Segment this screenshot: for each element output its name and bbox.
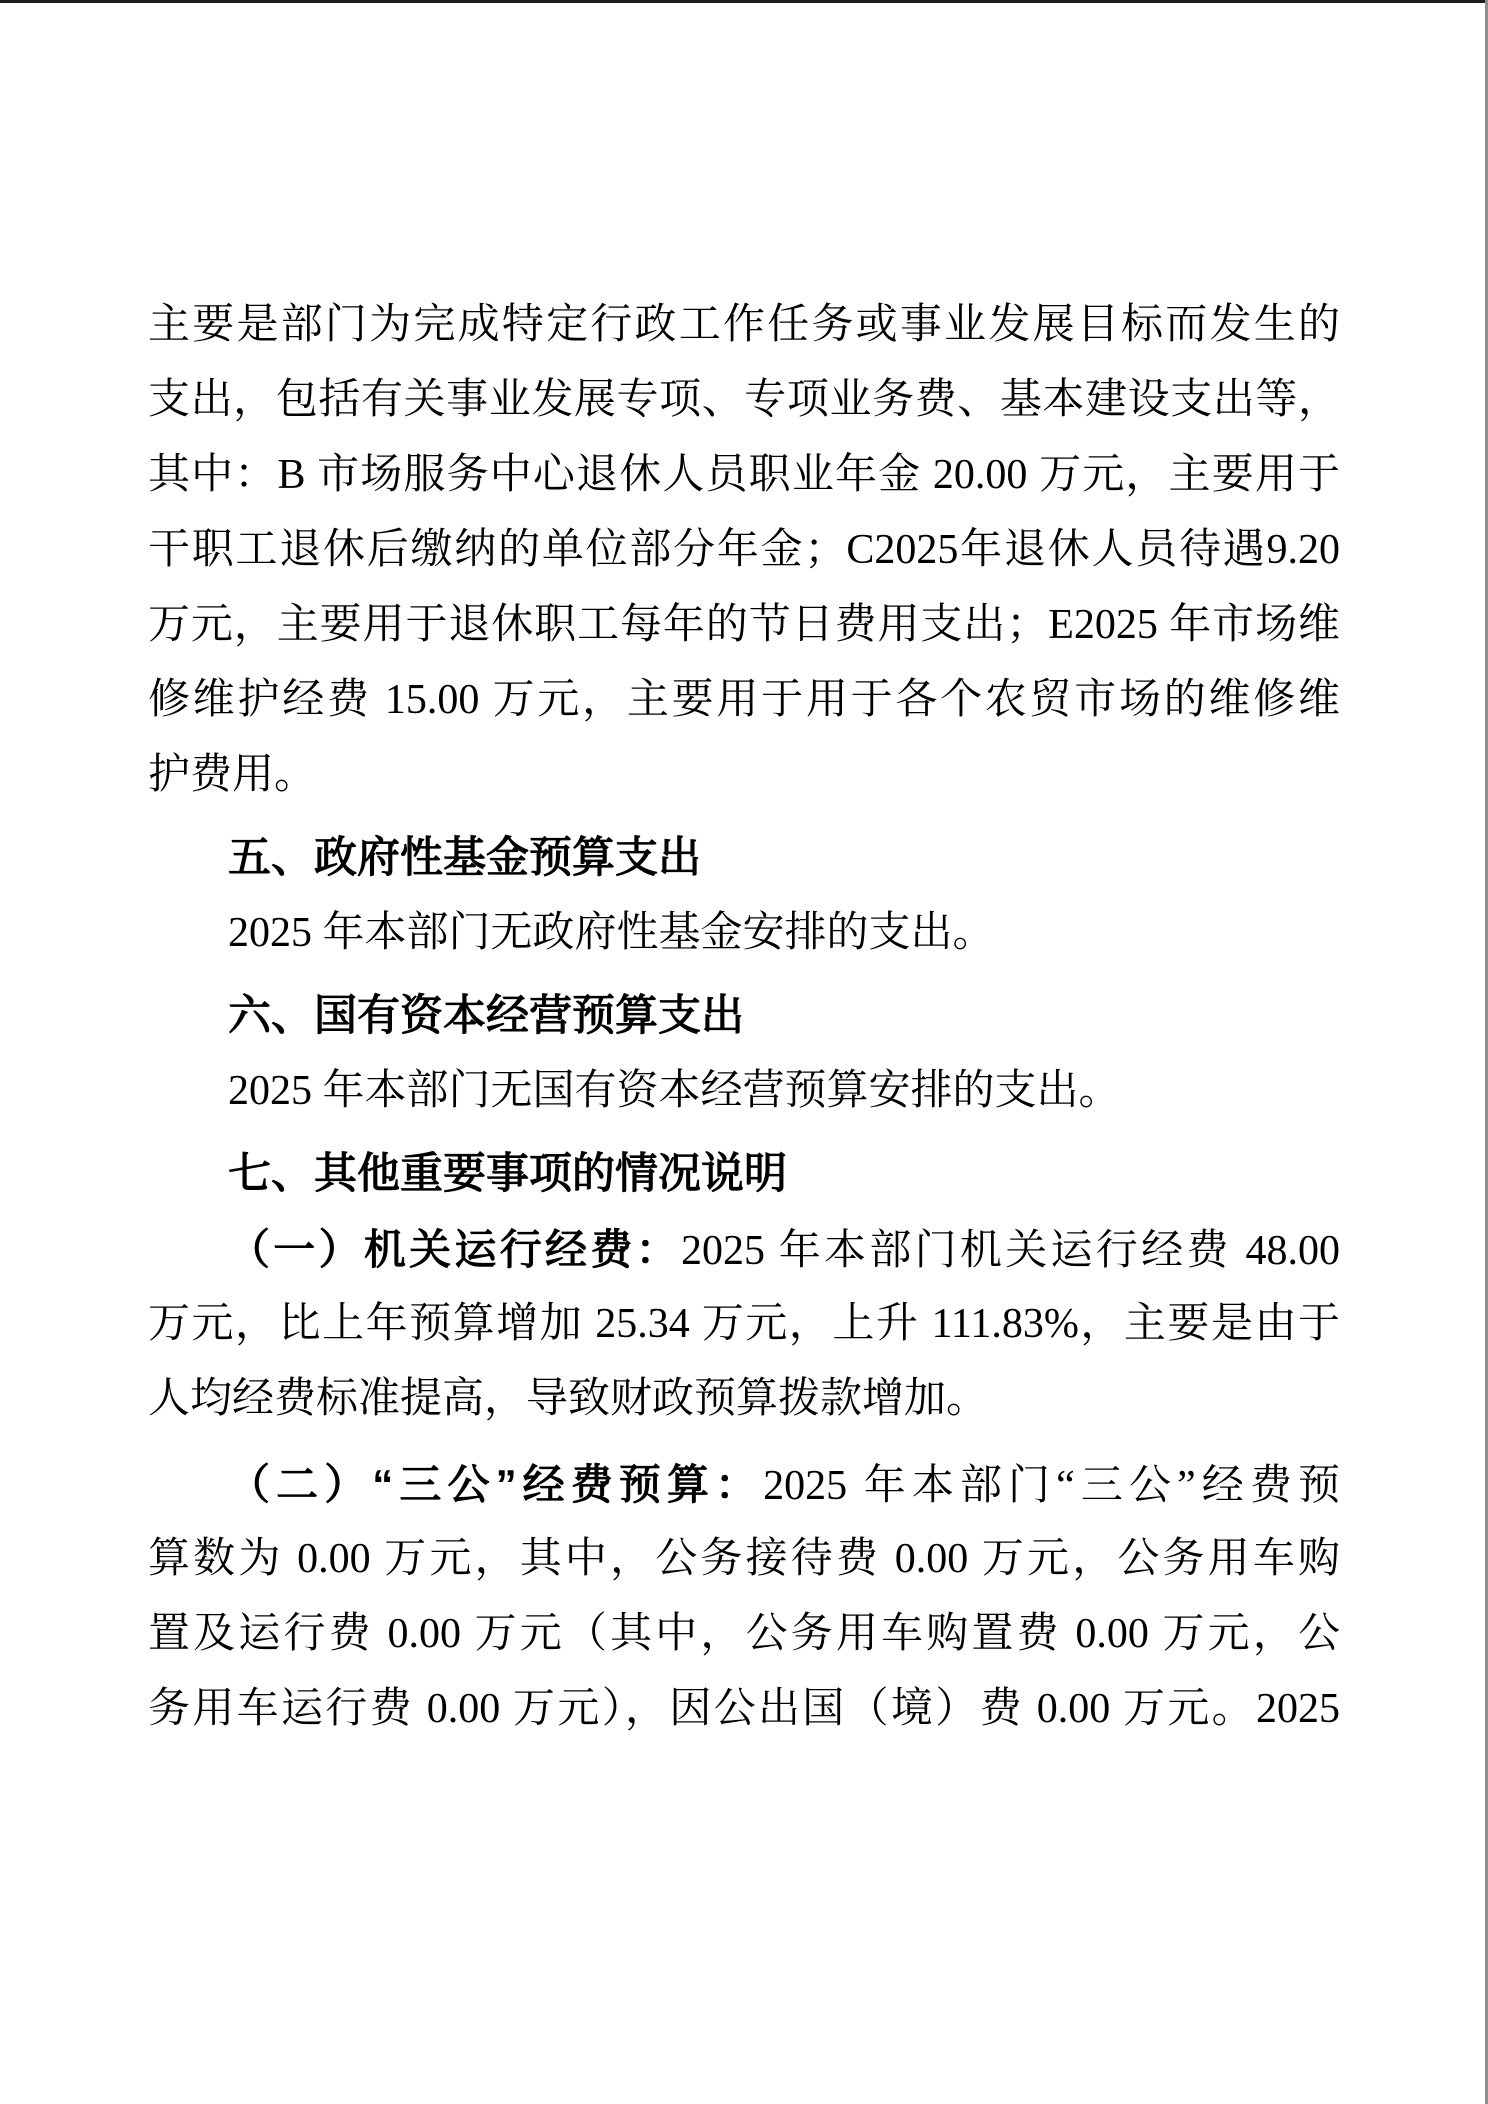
paragraph-lead-bold: （二）“三公”经费预算： <box>228 1461 764 1508</box>
paragraph-lead-rest: 2025 年本部门机关运行经费 48.00 <box>680 1228 1340 1274</box>
paragraph-line: 干职工退休后缴纳的单位部分年金；C2025年退休人员待遇9.20 <box>148 527 1340 573</box>
paragraph-line: 务用车运行费 0.00 万元），因公出国（境）费 0.00 万元。2025 <box>148 1686 1340 1732</box>
paragraph-line: 其中：B 市场服务中心退休人员职业年金 20.00 万元，主要用于 <box>148 452 1340 498</box>
body-section-six: 2025 年本部门无国有资本经营预算安排的支出。 <box>228 1068 1121 1114</box>
heading-section-seven: 七、其他重要事项的情况说明 <box>228 1150 787 1198</box>
heading-section-six: 六、国有资本经营预算支出 <box>228 992 744 1040</box>
paragraph-line: 护费用。 <box>148 752 317 798</box>
heading-section-five: 五、政府性基金预算支出 <box>228 834 701 882</box>
paragraph-line: 主要是部门为完成特定行政工作任务或事业发展目标而发生的 <box>148 302 1340 348</box>
page-top-edge <box>0 0 1488 3</box>
paragraph-line <box>148 1212 1340 1287</box>
paragraph-line: 修维护经费 15.00 万元，主要用于用于各个农贸市场的维修维 <box>148 677 1340 723</box>
paragraph-line: 算数为 0.00 万元，其中，公务接待费 0.00 万元，公务用车购 <box>148 1536 1340 1582</box>
paragraph-project-expenditure <box>148 288 1340 813</box>
paragraph-line: 万元，主要用于退休职工每年的节日费用支出；E2025 年市场维 <box>148 602 1340 648</box>
paragraph-line: 人均经费标准提高，导致财政预算拨款增加。 <box>148 1376 989 1422</box>
paragraph-sangong-budget <box>148 1447 1340 1747</box>
paragraph-lead-rest: 2025 年本部门“三公”经费预 <box>763 1463 1340 1509</box>
paragraph-lead-bold: （一）机关运行经费： <box>228 1226 681 1273</box>
paragraph-line: 置及运行费 0.00 万元（其中，公务用车购置费 0.00 万元，公 <box>148 1611 1340 1657</box>
body-section-five: 2025 年本部门无政府性基金安排的支出。 <box>228 910 995 956</box>
document-content <box>148 288 1340 1747</box>
paragraph-line: 万元，比上年预算增加 25.34 万元，上升 111.83%，主要是由于 <box>148 1301 1340 1347</box>
paragraph-line <box>148 1447 1340 1522</box>
paragraph-operating-expense <box>148 1212 1340 1437</box>
paragraph-line: 支出，包括有关事业发展专项、专项业务费、基本建设支出等， <box>148 377 1340 423</box>
